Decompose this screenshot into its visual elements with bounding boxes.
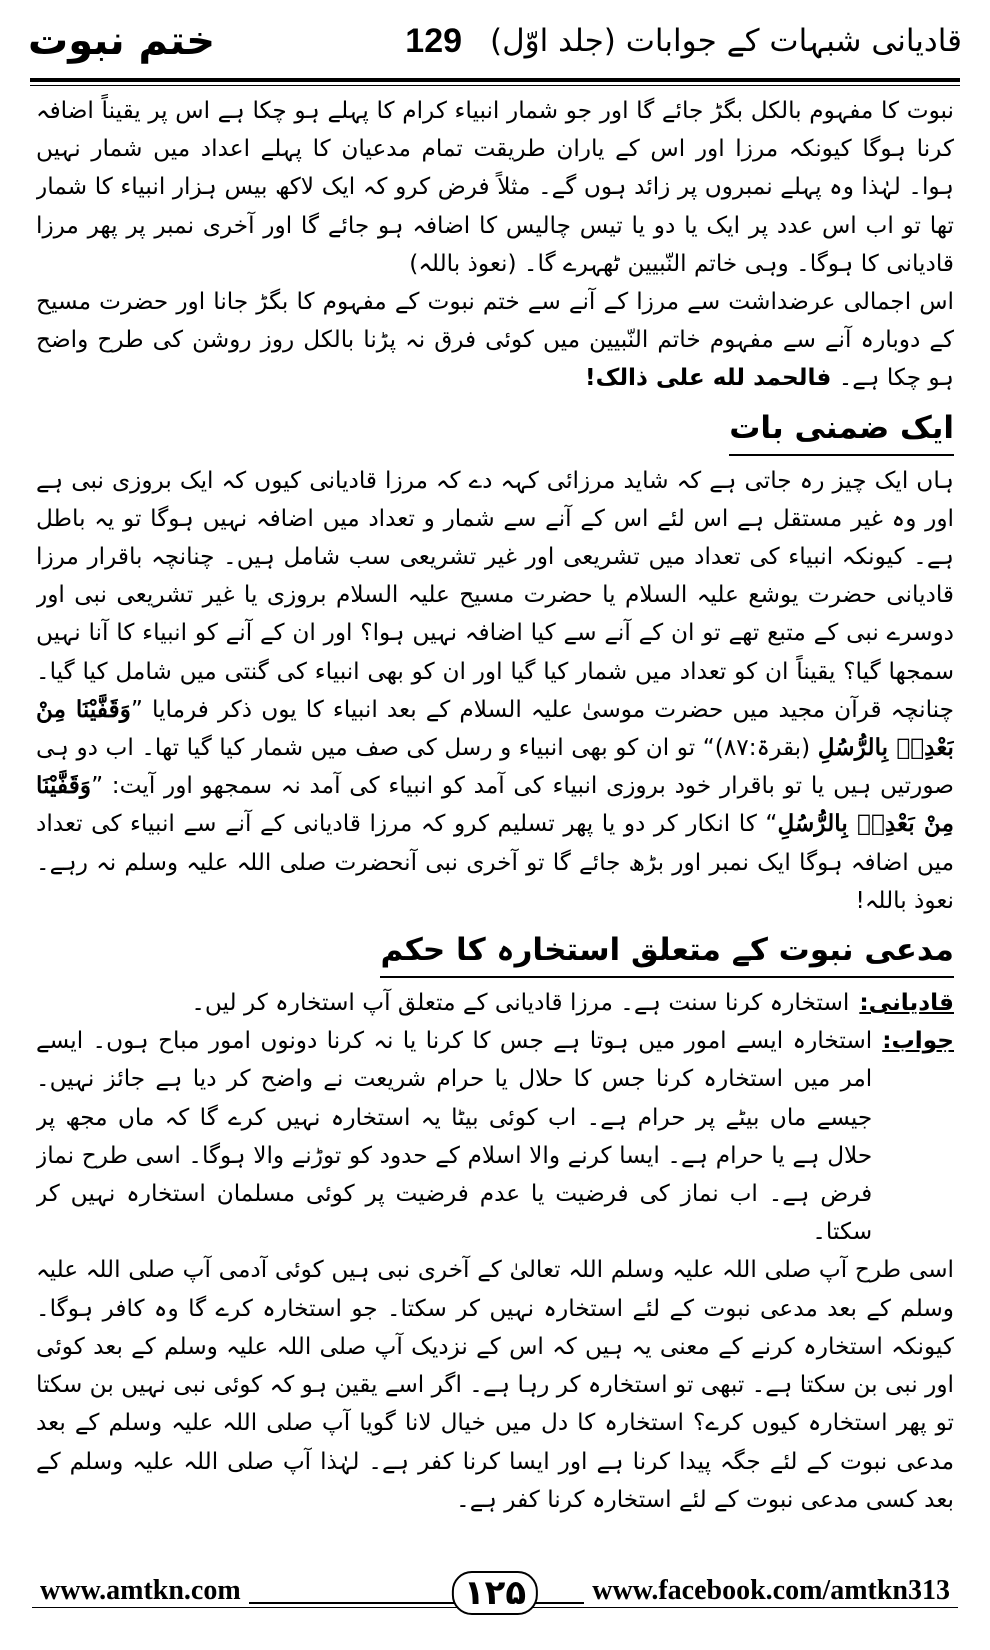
header-rule-thin (30, 85, 960, 86)
heading-side-point: ایک ضمنی بات (729, 402, 954, 456)
facebook-link[interactable]: www.facebook.com/amtkn313 (584, 1575, 958, 1607)
question-text: استخارہ کرنا سنت ہے۔ مرزا قادیانی کے متعلق آپ استخارہ کر لیں۔ (191, 989, 850, 1017)
book-title: قادیانی شبہات کے جوابات (جلد اوّل) (490, 23, 962, 59)
side-point-heading-block (36, 400, 954, 462)
heading-istikhara: مدعی نبوت کے متعلق استخارہ کا حکم (380, 924, 954, 978)
header-rule (30, 78, 960, 82)
answer-text: استخارہ ایسے امور میں ہوتا ہے جس کا کرنا یا نہ کرنا دونوں امور مباح ہوں۔ ایسے امر میں استخارہ کرنا جس کا حلال یا حرام شریعت نے واضح کر دیا ہے جائز نہیں۔ جیسے ماں بیٹے پر حرام ہے۔ اب کوئی بیٹا یہ استخارہ نہیں کرے گا کہ ماں مجھ پر حلال ہے یا حرام ہے۔ ایسا کرنے والا اسلام کے حدود کو توڑنے والا ہوگا۔ اسی طرح نماز فرض ہے۔ اب نماز کی فرضیت یا عدم فرضیت پر کوئی مسلمان استخارہ نہیں کر سکتا۔ (36, 1027, 873, 1246)
page-number: 129 (405, 21, 463, 60)
closing-phrase: فالحمد لله علی ذالک! (585, 364, 832, 392)
quran-ayah-2: وَقَفَّيْنَا مِنْ بَعْدِهٖ بِالرُّسُلِ (36, 772, 954, 838)
question-row (36, 984, 954, 1022)
header-right (405, 22, 962, 61)
side-point-text-c: “ کا انکار کر دو یا پھر تسلیم کرو کہ مرزا قادیانی کے آنے سے انبیاء کی تعداد میں اضافہ ہوگا ایک نمبر اور بڑھ جائے گا تو آخری نبی آنحضرت صلی اللہ علیہ وسلم نہ رہے۔ نعوذ باللہ! (36, 810, 954, 914)
question-label: قادیانی: (859, 989, 954, 1017)
page-content (36, 92, 954, 1552)
quran-reference: (بقرۃ:۸۷) (714, 734, 811, 762)
side-point-paragraph (36, 462, 954, 920)
page-footer (32, 1575, 958, 1635)
page-header (28, 10, 962, 72)
side-point-text-a: ہاں ایک چیز رہ جاتی ہے کہ شاید مرزائی کہہ دے کہ مرزا قادیانی کیوں کہ ایک بروزی نبی ہے اور وہ غیر مستقل ہے اس لئے اس کے آنے سے شمار و تعداد میں اضافہ نہیں ہوگا تو یہ باطل ہے۔ کیونکہ انبیاء کی تعداد میں تشریعی اور غیر تشریعی سب شامل ہیں۔ چنانچہ باقرار مرزا قادیانی حضرت یوشع علیہ السلام یا حضرت مسیح علیہ السلام بروزی یا غیر تشریعی نبی اور دوسرے نبی کے متبع تھے تو ان کے آنے سے کیا اضافہ نہیں ہوا؟ اور ان کے آنے کو انبیاء کا آنا نہیں سمجھا گیا؟ یقیناً ان کو تعداد میں شمار کیا گیا اور ان کو بھی انبیاء کی گنتی میں شامل کیا گیا۔ چنانچہ قرآن مجید میں حضرت موسیٰ علیہ السلام کے بعد انبیاء کا یوں ذکر فرمایا ” (36, 466, 954, 723)
final-paragraph: اسی طرح آپ صلی اللہ علیہ وسلم اللہ تعالیٰ کے آخری نبی ہیں کوئی آدمی آپ صلی اللہ علیہ وسلم کے بعد مدعی نبوت کے لئے استخارہ نہیں کر سکتا۔ جو استخارہ کرے گا وہ کافر ہوگا۔ کیونکہ استخارہ کرنے کے معنی یہ ہیں کہ اس کے نزدیک آپ صلی اللہ علیہ وسلم کے بعد کوئی اور نبی بن سکتا ہے۔ تبھی تو استخارہ کر رہا ہے۔ اگر اسے یقین ہو کہ کوئی نبی نہیں بن سکتا تو پھر استخارہ کیوں کرے؟ استخارہ کا دل میں خیال لانا گویا آپ صلی اللہ علیہ وسلم کے بعد مدعی نبوت کے لئے جگہ پیدا کرنا ہے اور ایسا کرنا کفر ہے۔ لہٰذا آپ صلی اللہ علیہ وسلم کے بعد کسی مدعی نبوت کے لئے استخارہ کرنا کفر ہے۔ (36, 1256, 954, 1513)
website-link[interactable]: www.amtkn.com (32, 1575, 249, 1607)
istikhara-heading-block (36, 922, 954, 984)
answer-row (36, 1022, 954, 1251)
brand-title: ختم نبوت (28, 18, 216, 64)
side-point-text-b: “ تو ان کو بھی انبیاء و رسل کی صف میں شمار کیا گیا تھا۔ اب دو ہی صورتیں ہیں یا تو باقرار خود بروزی انبیاء کی آمد کو انبیاء کی آمد نہ سمجھو اور آیت: ” (36, 734, 954, 800)
quran-ayah-1: وَقَفَّيْنَا مِنْ بَعْدِهٖ بِالرُّسُلِ (36, 695, 954, 762)
paragraph-1: نبوت کا مفہوم بالکل بگڑ جائے گا اور جو شمار انبیاء کرام کا پہلے ہو چکا ہے اس پر یقیناً اضافہ کرنا ہوگا کیونکہ مرزا اور اس کے یاران طریقت تمام مدعیان کا پہلے اعداد میں شمار نہیں ہوا۔ لہٰذا وہ پہلے نمبروں پر زائد ہوں گے۔ مثلاً فرض کرو کہ ایک لاکھ بیس ہزار انبیاء کا شمار تھا تو اب اس عدد پر ایک یا دو یا تیس چالیس کا اضافہ ہو جائے گا اور آخری نمبر پر پھر مرزا قادیانی کا ہوگا۔ وہی خاتم النّبیین ٹھہرے گا۔ (نعوذ باللہ) (36, 97, 954, 277)
paragraph-2 (36, 283, 954, 398)
answer-label: جواب: (882, 1027, 954, 1055)
paragraph-2-text: اس اجمالی عرضداشت سے مرزا کے آنے سے ختم نبوت کے مفہوم کا بگڑ جانا اور حضرت مسیح کے دوبارہ آنے سے مفہوم خاتم النّبیین میں کوئی فرق نہ پڑنا بالکل روز روشن کی طرح واضح ہو چکا ہے۔ (36, 288, 954, 392)
footer-page-number: ۱۲۵ (452, 1571, 538, 1615)
